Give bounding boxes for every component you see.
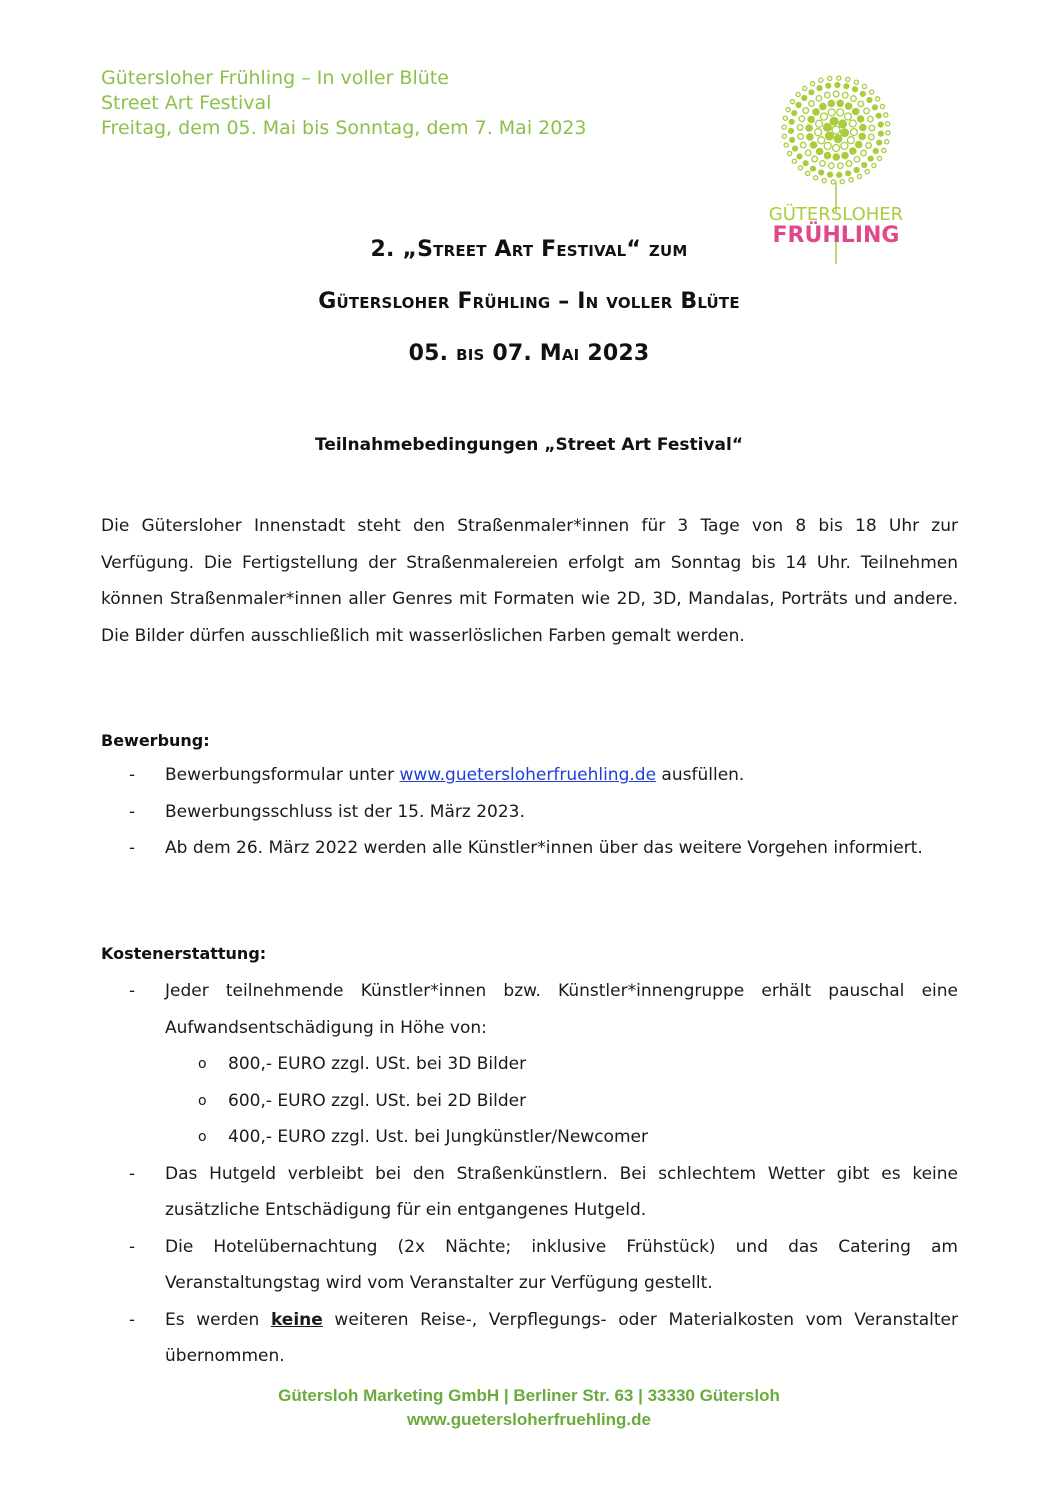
list-item-text: Die Hotelübernachtung (2x Nächte; inklusive Frühstück) und das Catering am Veranstaltungstag wird vom Veranstalter zur Verfügung gestellt. <box>165 1236 958 1293</box>
logo-dot <box>814 176 818 180</box>
bullet-dash: - <box>129 838 136 858</box>
logo-dot <box>844 84 849 89</box>
logo-dot <box>876 113 881 118</box>
logo-dot <box>846 161 852 167</box>
list-item-text: Bewerbungsformular unter <box>165 765 400 785</box>
website-link[interactable]: www.guetersloherfruehling.de <box>399 765 657 785</box>
logo-dot <box>818 137 825 144</box>
logo-dot <box>869 134 875 140</box>
logo-dot <box>805 150 811 156</box>
logo-dot <box>824 143 831 150</box>
logo-dot <box>859 133 865 139</box>
logo-dot <box>833 154 839 160</box>
title-line-3: 05. bis 07. Mai 2023 <box>408 341 650 366</box>
intro-paragraph: Die Gütersloher Innenstadt steht den Straßenmaler*innen für 3 Tage von 8 bis 18 Uhr zur Verfügung. Die Fertigstellung der Straßenmalereien erfolgt am Sonntag bis 14 Uhr. Teilnehmen können Straßenmaler*innen aller Genres mit Formaten wie 2D, 3D, Mandalas, Porträts und andere. Die Bilder dürfen ausschließlich mit wasserlöslichen Farben gemalt werden. <box>101 516 958 646</box>
sub-list-item <box>101 1119 958 1156</box>
logo-dot <box>813 109 819 115</box>
sub-list-item-text: 800,- EURO zzgl. USt. bei 3D Bilder <box>228 1054 527 1074</box>
logo-dot <box>809 101 815 107</box>
list-item-text: Ab dem 26. März 2022 werden alle Künstler*innen über das weitere Vorgehen informiert. <box>165 838 923 858</box>
list-item-text: Bewerbungsschluss ist der 15. März 2023. <box>165 801 525 822</box>
logo-dot <box>825 92 831 98</box>
logo-dot <box>866 143 872 149</box>
logo-dot <box>815 129 822 136</box>
logo-dot <box>838 163 844 169</box>
logo-dot <box>845 103 851 109</box>
logo-dot <box>792 159 796 163</box>
footer-website[interactable]: www.guetersloherfruehling.de <box>406 1410 651 1429</box>
logo-dot <box>803 86 807 90</box>
logo-dot <box>853 108 859 114</box>
list-item <box>101 1229 958 1302</box>
logo-dot <box>849 120 856 127</box>
logo-dot <box>832 126 840 134</box>
list-item-text: weiteren Reise-, Verpflegungs- oder Materialkosten vom Veranstalter übernommen. <box>165 1309 959 1366</box>
logo-dot <box>837 76 841 80</box>
logo-dot <box>826 83 831 88</box>
logo-dot <box>816 96 822 102</box>
logo-dot <box>816 148 822 154</box>
kosten-list <box>101 973 958 1375</box>
logo-dot <box>837 109 844 116</box>
logo-dot <box>797 125 803 131</box>
logo-dot <box>858 101 864 107</box>
logo-dot <box>846 77 850 81</box>
logo-dot <box>807 134 813 140</box>
logo-dot <box>872 164 876 168</box>
logo-dot <box>864 108 870 114</box>
logo-dot <box>884 113 888 117</box>
logo-dot <box>877 140 882 145</box>
header-line-dates: Freitag, dem 05. Mai bis Sonntag, dem 7. Mai 2023 <box>101 117 587 139</box>
logo-dot <box>799 116 805 122</box>
logo-dot <box>868 116 874 122</box>
logo-dot <box>842 92 848 98</box>
logo-dot <box>842 152 848 158</box>
logo-dot <box>796 92 800 96</box>
logo-dot <box>854 157 860 163</box>
logo-dot <box>844 113 851 120</box>
bullet-circle: o <box>198 1056 207 1072</box>
bewerbung-list <box>101 757 958 867</box>
conditions-subtitle: Teilnahmebedingungen „Street Art Festival“ <box>314 435 744 455</box>
logo-dot <box>808 116 814 122</box>
main-title <box>0 232 1058 388</box>
logo-dot <box>810 82 814 86</box>
logo-dot <box>861 150 867 156</box>
logo-dot <box>867 98 872 103</box>
logo-dot <box>789 119 794 124</box>
logo-dot <box>784 143 788 147</box>
logo-dot <box>798 134 804 140</box>
header-line-festival: Gütersloher Frühling – In voller Blüte <box>101 67 449 89</box>
logo-dot <box>790 100 794 104</box>
logo-dot <box>793 146 798 151</box>
logo-dot <box>782 134 786 138</box>
logo-dot <box>837 172 842 177</box>
logo-dot <box>828 76 832 80</box>
logo-dot <box>850 129 857 136</box>
logo-dot <box>828 100 834 106</box>
logo-dot <box>873 149 878 154</box>
logo-text-bottom: FRÜHLING <box>772 223 900 248</box>
logo-dot <box>810 142 816 148</box>
logo-dot <box>882 148 886 152</box>
logo-dot <box>826 132 834 140</box>
logo-dot <box>806 171 810 175</box>
logo-dot <box>850 148 856 154</box>
logo-dot <box>790 137 795 142</box>
logo-dot <box>851 96 857 102</box>
logo-dot <box>885 140 889 144</box>
logo-dot <box>862 163 867 168</box>
logo-dot <box>872 105 877 110</box>
logo-dot <box>811 166 816 171</box>
list-item-text: Es werden <box>165 1309 271 1330</box>
logo-dot <box>868 156 873 161</box>
logo-dot <box>854 80 858 84</box>
bullet-dash: - <box>129 765 136 785</box>
logo-dot <box>846 171 851 176</box>
list-item <box>101 973 958 1046</box>
logo-dot <box>878 131 883 136</box>
bewerbung-heading: Bewerbung: <box>101 731 210 750</box>
logo-dot <box>803 161 808 166</box>
logo-dot <box>834 135 842 143</box>
logo-dot <box>849 178 853 182</box>
logo-text-top: GÜTERSLOHER <box>768 204 904 225</box>
logo-dot <box>797 154 802 159</box>
list-item <box>101 1302 958 1375</box>
logo-dot <box>862 84 866 88</box>
bullet-circle: o <box>198 1129 207 1145</box>
logo-dot <box>878 122 883 127</box>
logo-dot <box>831 180 835 184</box>
logo-dot <box>801 142 807 148</box>
list-item-text: Jeder teilnehmende Künstler*innen bzw. Künstler*innengruppe erhält pauschal eine Aufwandsentschädigung in Höhe von: <box>165 981 958 1038</box>
logo-dot <box>860 124 866 130</box>
logo-dot <box>788 151 792 155</box>
logo-dot <box>824 123 832 131</box>
logo-dot <box>806 125 812 131</box>
logo-dot <box>816 120 823 127</box>
list-item <box>101 830 958 867</box>
sub-list-item <box>101 1046 958 1083</box>
logo-dot <box>870 90 874 94</box>
logo-dot <box>877 156 881 160</box>
logo-dot <box>820 161 826 167</box>
logo-dot <box>840 180 844 184</box>
logo-dot <box>857 116 863 122</box>
logo-dot <box>828 172 833 177</box>
logo-dot <box>880 104 884 108</box>
logo-dot <box>856 141 862 147</box>
bullet-dash: - <box>129 1236 136 1257</box>
logo-dot <box>812 156 818 162</box>
logo-dot <box>886 131 890 135</box>
bullet-dash: - <box>129 981 136 1001</box>
title-line-2: Gütersloher Frühling – In voller Blüte <box>318 289 740 314</box>
logo-dot <box>802 96 807 101</box>
logo-dot <box>886 122 890 126</box>
logo-dot <box>869 125 875 131</box>
logo-dot <box>798 166 802 170</box>
logo-dot <box>782 125 786 129</box>
logo-dot <box>829 163 835 169</box>
document-header <box>101 66 587 141</box>
logo-dot <box>821 113 828 120</box>
list-item-text: Das Hutgeld verbleibt bei den Straßenkünstlern. Bei schlechtem Wetter gibt es keine zusätzliche Entschädigung für ein entgangenes Hutgeld. <box>165 1163 958 1220</box>
kosten-heading: Kostenerstattung: <box>101 944 267 963</box>
list-item-text: ausfüllen. <box>656 765 745 785</box>
logo-dot <box>841 142 848 149</box>
header-line-title: Street Art Festival <box>101 92 272 114</box>
sub-list-item <box>101 1083 958 1120</box>
bullet-dash: - <box>129 801 136 822</box>
list-item <box>101 757 958 794</box>
logo-dot <box>830 117 838 125</box>
emphasis-keine: keine <box>270 1309 323 1330</box>
list-item <box>101 794 958 831</box>
logo-dot <box>792 111 797 116</box>
logo-dot <box>853 87 858 92</box>
logo-dot <box>854 168 859 173</box>
document-footer <box>0 1384 1058 1432</box>
logo-dot <box>824 152 830 158</box>
bullet-circle: o <box>198 1092 207 1109</box>
logo-dot <box>837 100 843 106</box>
bullet-dash: - <box>129 1163 136 1184</box>
logo-dot <box>876 97 880 101</box>
logo-dot <box>857 174 861 178</box>
logo-dot <box>833 91 839 97</box>
logo-dot <box>783 116 787 120</box>
sub-list-item-text: 600,- EURO zzgl. USt. bei 2D Bilder <box>228 1090 527 1111</box>
logo-dot <box>796 103 801 108</box>
list-item <box>101 1156 958 1229</box>
logo-dot <box>803 108 809 114</box>
logo-dot <box>841 129 849 137</box>
logo-dot <box>865 170 869 174</box>
bullet-dash: - <box>129 1309 136 1330</box>
logo-dot <box>860 91 865 96</box>
footer-address: Gütersloh Marketing GmbH | Berliner Str. 63 | 33330 Gütersloh <box>278 1386 780 1405</box>
logo-dot <box>819 78 823 82</box>
logo-dot <box>809 90 814 95</box>
logo-dot <box>820 103 826 109</box>
logo-dot <box>833 145 840 152</box>
logo-dot <box>839 120 847 128</box>
logo-dot <box>789 128 794 133</box>
logo-dot <box>786 108 790 112</box>
logo-dot <box>835 83 840 88</box>
title-line-1: 2. „Street Art Festival“ zum <box>370 237 688 262</box>
logo-dot <box>828 109 835 116</box>
logo-dot <box>847 137 854 144</box>
sub-list-item-text: 400,- EURO zzgl. Ust. bei Jungkünstler/Newcomer <box>228 1127 648 1147</box>
logo-dot <box>822 179 826 183</box>
logo-dot <box>819 170 824 175</box>
logo-dot <box>817 86 822 91</box>
